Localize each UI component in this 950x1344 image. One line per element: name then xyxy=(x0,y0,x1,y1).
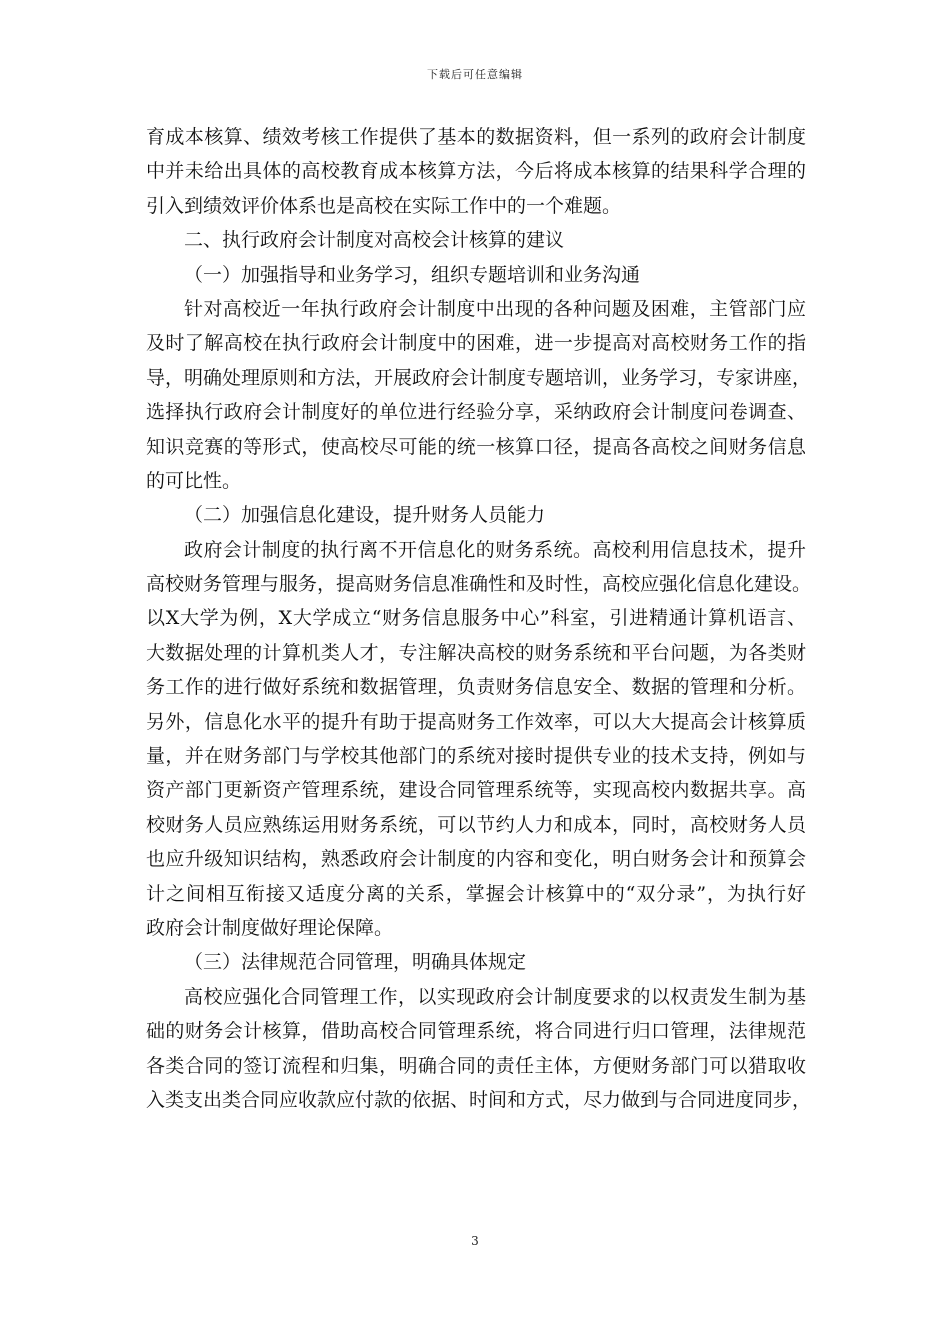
body-line: 础的财务会计核算，借助高校合同管理系统，将合同进行归口管理，法律规范 xyxy=(146,1020,806,1043)
body-line: 导，明确处理原则和方法，开展政府会计制度专题培训，业务学习，专家讲座， xyxy=(146,366,812,389)
body-line: 量，并在财务部门与学校其他部门的系统对接时提供专业的技术支持，例如与 xyxy=(146,745,806,768)
body-line: 及时了解高校在执行政府会计制度中的困难，进一步提高对高校财务工作的指 xyxy=(146,332,806,355)
body-line: 另外，信息化水平的提升有助于提高财务工作效率，可以大大提高会计核算质 xyxy=(146,710,806,733)
body-line: 入类支出类合同应收款应付款的依据、时间和方式，尽力做到与合同进度同步， xyxy=(146,1088,812,1111)
body-line: 务工作的进行做好系统和数据管理，负责财务信息安全、数据的管理和分析。 xyxy=(146,676,806,699)
body-line: 高校财务管理与服务，提高财务信息准确性和及时性，高校应强化信息化建设。 xyxy=(146,573,812,596)
body-line: 知识竞赛的等形式，使高校尽可能的统一核算口径，提高各高校之间财务信息 xyxy=(146,435,806,458)
body-line: 育成本核算、绩效考核工作提供了基本的数据资料，但一系列的政府会计制度 xyxy=(146,126,806,148)
page-number: 3 xyxy=(471,1234,479,1248)
body-line: 大数据处理的计算机类人才，专注解决高校的财务系统和平台问题，为各类财 xyxy=(146,641,806,664)
body-line: 中并未给出具体的高校教育成本核算方法，今后将成本核算的结果科学合理的 xyxy=(146,160,806,183)
body-line: 资产部门更新资产管理系统，建设合同管理系统等，实现高校内数据共享。高 xyxy=(146,779,806,802)
section-heading: 二、执行政府会计制度对高校会计核算的建议 xyxy=(184,229,565,252)
page-header: 下载后可任意编辑 xyxy=(427,68,523,81)
subsection-heading: （三）法律规范合同管理，明确具体规定 xyxy=(184,951,527,974)
body-line: 以X大学为例，X大学成立“财务信息服务中心”科室，引进精通计算机语言、 xyxy=(146,607,806,630)
body-line: 针对高校近一年执行政府会计制度中出现的各种问题及困难，主管部门应 xyxy=(184,297,806,320)
body-line: 也应升级知识结构，熟悉政府会计制度的内容和变化，明白财务会计和预算会 xyxy=(146,848,806,871)
body-line: 政府会计制度做好理论保障。 xyxy=(146,916,394,939)
body-line: 选择执行政府会计制度好的单位进行经验分享，采纳政府会计制度问卷调查、 xyxy=(146,401,806,424)
body-line: 的可比性。 xyxy=(146,469,242,492)
body-line: 高校应强化合同管理工作，以实现政府会计制度要求的以权责发生制为基 xyxy=(184,985,806,1008)
body-line: 校财务人员应熟练运用财务系统，可以节约人力和成本，同时，高校财务人员 xyxy=(146,813,806,836)
body-line: 各类合同的签订流程和归集，明确合同的责任主体，方便财务部门可以猎取收 xyxy=(146,1054,806,1077)
body-line: 引入到绩效评价体系也是高校在实际工作中的一个难题。 xyxy=(146,194,622,217)
body-line: 计之间相互衔接又适度分离的关系，掌握会计核算中的“双分录”，为执行好 xyxy=(146,882,806,905)
body-line: 政府会计制度的执行离不开信息化的财务系统。高校利用信息技术，提升 xyxy=(184,538,806,561)
subsection-heading: （二）加强信息化建设，提升财务人员能力 xyxy=(184,504,546,527)
subsection-heading: （一）加强指导和业务学习，组织专题培训和业务沟通 xyxy=(184,263,641,286)
document-body xyxy=(146,120,812,1117)
